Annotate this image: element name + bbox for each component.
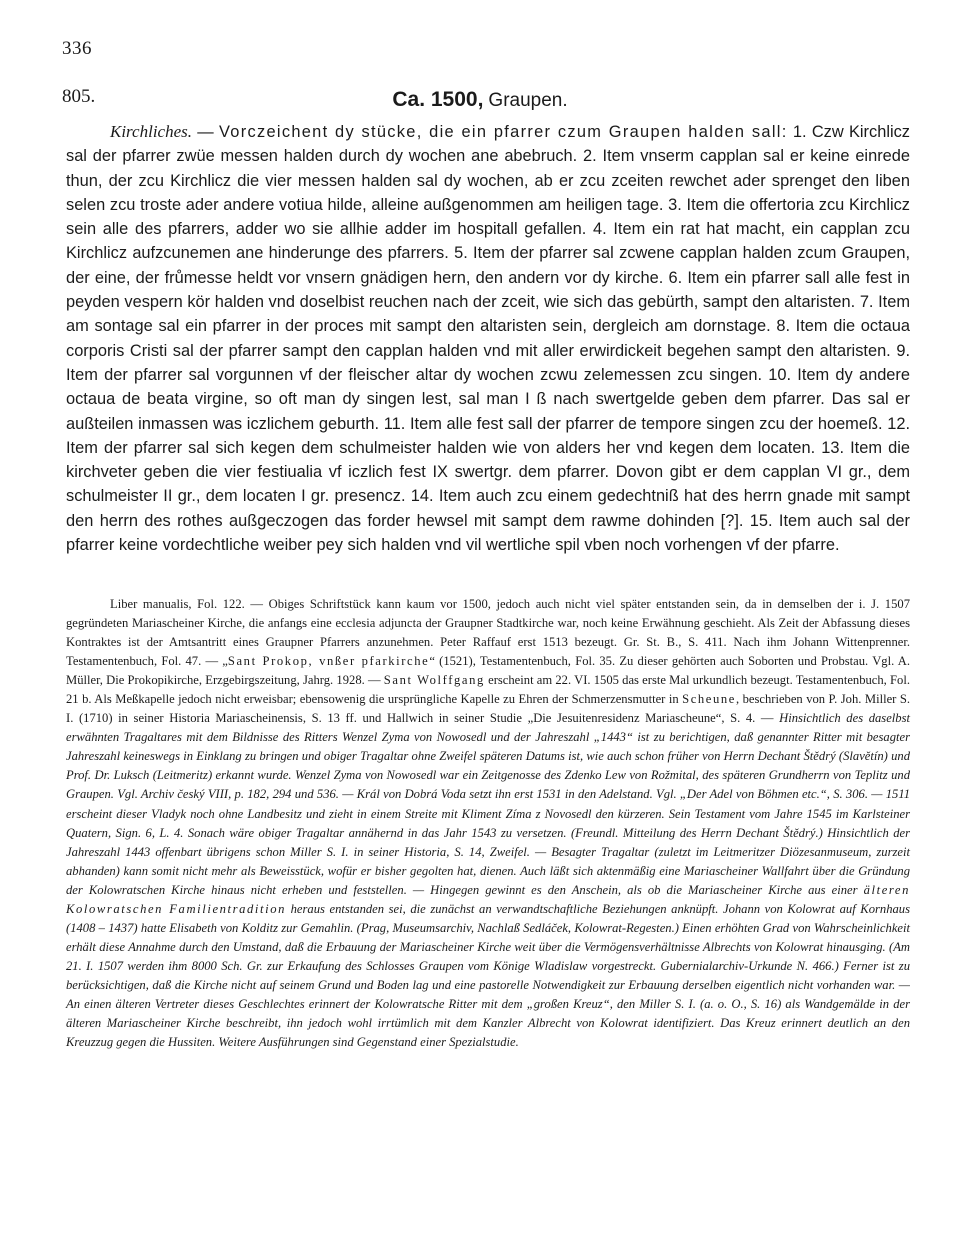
footnotes (66, 595, 910, 1052)
note-italic: Hinsichtlich des daselbst erwähnten Tragaltares mit dem Bildnisse des Ritters Wenzel Zyma von Nowosedl und der Jahreszahl „1443“ ist zu berichtigen, daß genannter Ritter mit besagter Jahreszahl keineswegs in Einklang zu bringen und obiger Tragaltar ohne Zweifel späteren Datums ist, wie auch schon früher von Herrn Dechant Štědrý (Slavětín) und Prof. Dr. Luksch (Leitmeritz) erkannt wurde. Wenzel Zyma von Nowosedl war ein Zeitgenosse des Zdenko Lew von Rožmital, des späteren Grundherrn von Teplitz und Graupen. Vgl. Archiv český VIII, p. 182, 294 und 536. — Král von Dobrá Voda setzt ihn erst 1531 in den Adelstand. Vgl. „Der Adel von Böhmen etc.“, S. 306. — 1511 erscheint dieser Vladyk noch ohne Landbesitz und zieht in einem Streite mit Kliment Zíma z Novosedl den kürzeren. Sein Testament vom Jahre 1545 im Karlsteiner Quatern, Sign. 6, L. 4. Sonach wäre obiger Tragaltar annähernd in das Jahr 1543 zu versetzen. (Freundl. Mitteilung des Herrn Dechant Štědrý.) Hinsichtlich der Jahreszahl 1443 offenbart übrigens schon Miller S. I. in seiner Historia, S. 14, Zweifel. — Besagter Tragaltar (zuletzt im Leitmeritzer Diözesanmuseum, zurzeit abhanden) kann somit nicht mehr als Beweisstück, wofür er bisher gegolten hat, dienen. Auch läßt sich aktenmäßig eine Mariascheiner Wallfahrt über die Gründung der Kolowratschen Kirche hinaus nicht erheben und feststellen. — Hingegen gewinnt es den Anschein, als ob die Mariascheiner Kirche aus einer (66, 711, 910, 897)
document-number: 805. (62, 86, 96, 107)
page-number: 336 (62, 38, 92, 59)
note-part: “ (1521), Testamentenbuch, Fol. 35. Zu dieser gehörten auch Soborten und Probstau. Vgl. A. Müller, Die Prokopikirche, Erzgebirgszeitung, Jahrg. 1928. — (66, 654, 911, 688)
note-spaced: Scheune (682, 692, 736, 707)
note-italic: heraus entstanden sei, die zunächst an verwandtschaftliche Beziehungen anknüpft. Johann von Kolowrat auf Kornhaus (1408 – 1437) hatte Elisabeth von Kolditz zur Gemahlin. (Prag, Museumsarchiv, Nachlaß Sedláček, Kolowrat-Regesten.) Einen erhöhten Grad von Wahrscheinlichkeit erhält diese Annahme durch den Umstand, daß die Erbauung der Mariascheiner Kirche weit über die Vermögensverhältnisse Albrechts von Kolowrat hinausging. (Am 21. I. 1507 werden ihm 8000 Sch. Gr. zur Erkaufung des Schlosses Graupen vom Könige Wladislaw vorgestreckt. Gubernialarchiv-Urkunde N. 466.) Ferner ist zu berücksichtigen, daß die Kirche nicht auf seinem Grund und Boden lag und eine pastorelle Notwendigkeit zur Erbauung derselben eigentlich nicht vorhanden war. — An einen älteren Vertreter dieses Geschlechtes erinnert der Kolowratsche Ritter mit dem „großen Kreuz“, den Miller S. I. (a. o. O., S. 16) als Wandgemälde in der älteren Mariascheiner Kirche beschreibt, ihn jedoch wohl irrtümlich mit dem Kanzler Albrecht von Kolowrat identifiziert. Das Kreuz erinnert deutlich an den Kreuzzug gegen die Hussiten. Weitere Ausführungen sind Gegenstand einer Spezialstudie. (66, 901, 910, 1050)
note-part: , beschrieben von P. Joh. Miller S. I. (1710) in seiner Historia Mariascheinensis, S. 13 ff. und Hallwich in seiner Studie „Die Jesuitenresidenz Mariascheune“, S. 4. — (66, 692, 910, 726)
note-spaced: Sant Prokop, vnßer pfarkirche (227, 654, 430, 669)
heading-place: Graupen. (488, 90, 568, 111)
section-dash: — (192, 123, 219, 141)
document-heading (0, 88, 960, 112)
main-text (66, 120, 910, 557)
note-part: erscheint am 22. VI. 1505 das erste Mal urkundlich bezeugt. Testamentenbuch, Fol. 21 b. Als Meßkapelle jedoch nicht erweisbar; ebensowenig die ursprüngliche Kapelle zu Ehren der Schmerzensmutter in (66, 673, 910, 707)
section-label: Kirchliches. (110, 122, 192, 141)
heading-date: Ca. 1500, (392, 88, 484, 111)
main-body: 1. Czw Kirchlicz sal der pfarrer zwüe messen halden durch dy wochen ane abebruch. 2. Item vnserm capplan sal er keine einrede thun, der zcu Kirchlicz die vier messen halden sal dy wochen, ab er zcu zceiten rewchet ader sprenget den liben selen zcu troste ader andere votiua hilde, alleine außgenommen am heiligen tage. 3. Item die offertoria zcu Kirchlicz sein alle des pfarrers, adder wo sie allhie adder im hospitall gefallen. 4. Item ein rat hat macht, ein capplan zcu Kirchlicz aufzcunemen ane hinderunge des pfarrers. 5. Item der pfarrer sal zcwene capplan halden zcum Graupen, der eine, der frůmesse heldt vor vnsern gnädigen hern, den andern vor dy kirche. 6. Item ein pfarrer sall alle fest in peyden vespern kör halden vnd doselbist reuchen nach der zceit, wie sich das gebürth, sampt den altaristen. 7. Item am sontage sal ein pfarrer in der proces mit sampt den altaristen sein, dergleich am dornstage. 8. Item die octaua corporis Cristi sal der pfarrer sampt den capplan halden vnd mit aller erwirdickeit begehen sampt den altaristen. 9. Item der pfarrer sal vorgunnen vf der fleischer altar dy wochen zcwu zelemessen zcu singen. 10. Item dy andere octaua de beata virgine, so oft man dy singen lest, sal man I ß nach swertgelde geben dem pfarrer. Das sal er außteilen inmassen was iczlichem geburth. 11. Item alle fest sall der pfarrer de tempore singen zcu der hoemeß. 12. Item der pfarrer sal sich kegen dem schulmeister halden wie von alders her vnd kegen dem locaten. 13. Item die kirchveter geben die vier festiualia vf iczlich fest IX swertgr. dem pfarrer. Dovon gibt er dem capplan VI gr., dem schulmeister II gr., dem locaten I gr. presencz. 14. Item auch zcu einem gedechtniß hat des herrn gnade mit sampt den herrn des rothes außgeczogen das forder hewsel mit sampt dem rawme dohinden [?]. 15. Item auch sal der pfarrer keine vordechtliche weiber pey sich halden vnd vil wertliche spil vben noch vorhengen vf der pfarre. (66, 123, 911, 555)
note-spaced: Sant Wolffgang (383, 673, 485, 688)
note-part: Liber manualis, Fol. 122. — Obiges Schriftstück kann kaum vor 1500, jedoch auch nicht viel später entstanden sein, da in demselben der i. J. 1507 gegründeten Mariascheiner Kirche, die anfangs eine ecclesia adjuncta der Graupner Stadtkirche war, noch keine Erwähnung geschieht. Als Zeit der Abfassung dieses Kontraktes ist der Amtsantritt eines Graupner Pfarrers anzunehmen. Peter Raffauf erst 1513 bezeugt. Gr. St. B., S. 411. Nach ihm Johann Wittenprenner. Testamentenbuch, Fol. 47. — „ (66, 597, 910, 669)
document-title: Vorczeichent dy stücke, die ein pfarrer czum Graupen halden sall: (218, 123, 788, 141)
note-italic-spaced: älteren Kolowratschen Familientradition (66, 882, 910, 916)
